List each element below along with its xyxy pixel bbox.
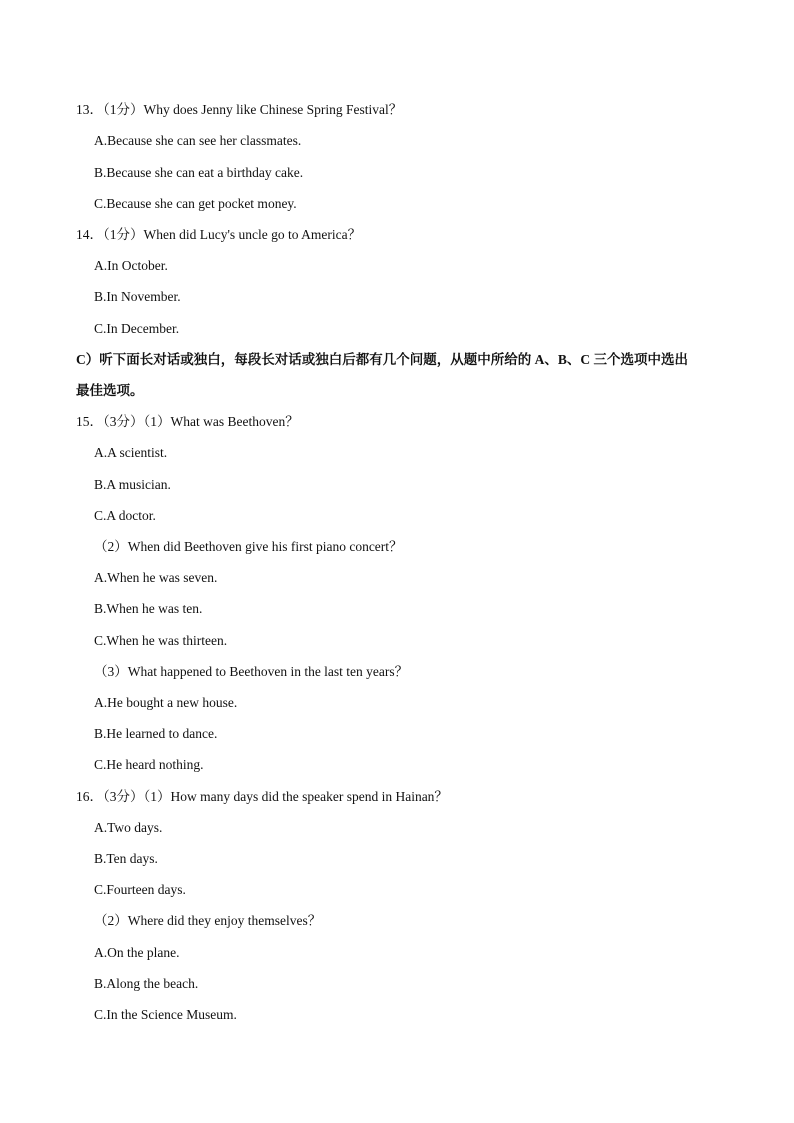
question-15-3-option-b: B.He learned to dance. bbox=[94, 726, 218, 741]
question-15-1-option-c: C.A doctor. bbox=[94, 508, 156, 523]
question-16-stem: 16．（3分）（1）How many days did the speaker spend in Hainan？ bbox=[76, 789, 448, 804]
question-14-option-b: B.In November. bbox=[94, 289, 181, 304]
question-16-1-option-c: C.Fourteen days. bbox=[94, 882, 186, 897]
question-16-1-option-b: B.Ten days. bbox=[94, 851, 158, 866]
section-c-instruction-line1: C）听下面长对话或独白，每段长对话或独白后都有几个问题，从题中所给的 A、B、C 三个选项中选出 bbox=[76, 352, 689, 367]
question-16-2-option-b: B.Along the beach. bbox=[94, 976, 199, 991]
question-15-stem: 15．（3分）（1）What was Beethoven？ bbox=[76, 414, 299, 429]
question-13-option-a: A.Because she can see her classmates. bbox=[94, 133, 302, 148]
question-15-1-option-a: A.A scientist. bbox=[94, 445, 168, 460]
question-15-3-option-a: A.He bought a new house. bbox=[94, 695, 238, 710]
question-15-3-option-c: C.He heard nothing. bbox=[94, 757, 204, 772]
question-15-1-option-b: B.A musician. bbox=[94, 477, 171, 492]
question-13-stem: 13．（1分）Why does Jenny like Chinese Spring Festival？ bbox=[76, 102, 403, 117]
question-15-sub-2: （2）When did Beethoven give his first piano concert？ bbox=[94, 539, 403, 554]
question-14-option-c: C.In December. bbox=[94, 321, 180, 336]
question-16-sub-2: （2）Where did they enjoy themselves？ bbox=[94, 913, 322, 928]
section-c-instruction-line2: 最佳选项。 bbox=[76, 383, 144, 398]
question-14-option-a: A.In October. bbox=[94, 258, 168, 273]
question-15-2-option-b: B.When he was ten. bbox=[94, 601, 203, 616]
question-14-stem: 14．（1分）When did Lucy's uncle go to America？ bbox=[76, 227, 362, 242]
question-15-sub-3: （3）What happened to Beethoven in the last ten years？ bbox=[94, 664, 409, 679]
question-15-2-option-c: C.When he was thirteen. bbox=[94, 633, 228, 648]
question-16-2-option-a: A.On the plane. bbox=[94, 945, 180, 960]
question-13-option-c: C.Because she can get pocket money. bbox=[94, 196, 297, 211]
question-16-2-option-c: C.In the Science Museum. bbox=[94, 1007, 237, 1022]
question-13-option-b: B.Because she can eat a birthday cake. bbox=[94, 165, 304, 180]
question-15-2-option-a: A.When he was seven. bbox=[94, 570, 218, 585]
question-16-1-option-a: A.Two days. bbox=[94, 820, 163, 835]
